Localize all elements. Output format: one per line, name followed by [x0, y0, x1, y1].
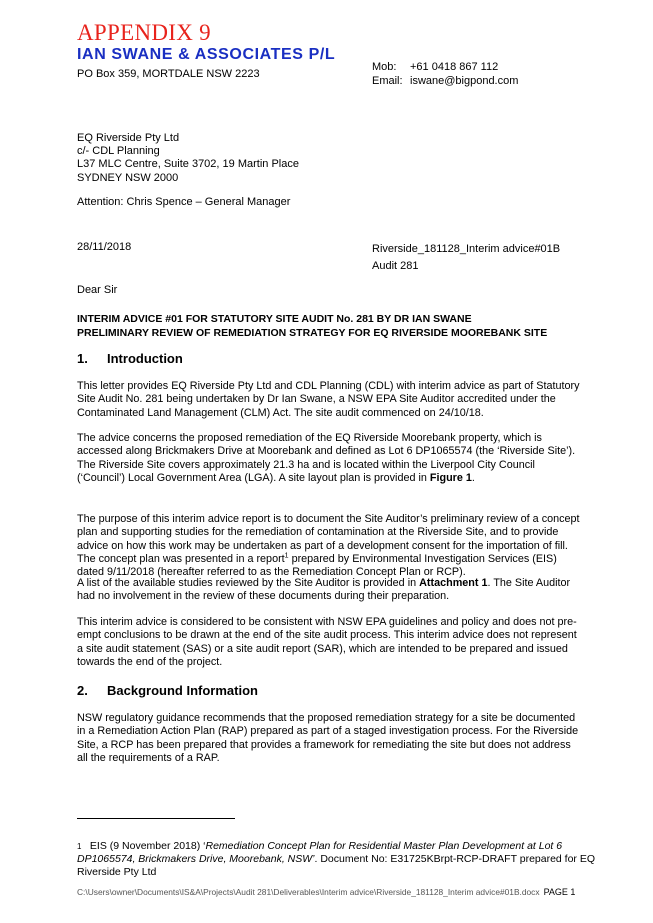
address-line: c/- CDL Planning [77, 145, 160, 158]
footnote-number: 1 [77, 842, 82, 851]
paragraph [77, 616, 597, 669]
paragraph-line: Contaminated Land Management (CLM) Act. The site audit commenced on 24/10/18. [77, 406, 484, 419]
section-heading-background [77, 683, 258, 698]
paragraph-line: had no involvement in the review of these documents during their preparation. [77, 590, 450, 603]
email-address[interactable]: iswane@bigpond.com [410, 75, 519, 87]
paragraph-line [77, 577, 597, 590]
paragraph-line: accessed along Brickmakers Drive at Moorebank and defined as Lot 6 DP1065574 (the ‘Riverside Site’). [77, 445, 576, 458]
paragraph-line: Site, a RCP has been prepared that provides a framework for remediating the site but does not address [77, 738, 571, 751]
salutation: Dear Sir [77, 284, 118, 296]
page-number: PAGE 1 [543, 887, 576, 897]
section-heading-introduction [77, 351, 183, 366]
paragraph [77, 577, 597, 604]
text-run: The concept plan was presented in a report [77, 552, 285, 565]
paragraph-line: NSW regulatory guidance recommends that the proposed remediation strategy for a site be documented [77, 712, 576, 724]
subject-line: INTERIM ADVICE #01 FOR STATUTORY SITE AUDIT No. 281 BY DR IAN SWANE [77, 313, 472, 325]
text-run: . Document No: E31725KBrpt-RCP-DRAFT prepared for EQ Riverside Pty Ltd [77, 853, 596, 879]
paragraph-line: The advice concerns the proposed remediation of the EQ Riverside Moorebank property, which is [77, 432, 542, 444]
footnote [77, 840, 602, 880]
recipient-address [77, 132, 299, 185]
reference-number: Riverside_181128_Interim advice#01B [372, 243, 561, 255]
paragraph-line: Site Audit No. 281 being undertaken by Dr Ian Swane, a NSW EPA Site Auditor accredited under the [77, 393, 556, 406]
paragraph-line: plan and supporting studies for the remediation of contamination at the Riverside Site, and to provide [77, 526, 559, 539]
text-run: . The Site Auditor [487, 577, 571, 589]
paragraph-line: This interim advice is considered to be consistent with NSW EPA guidelines and policy and does not pre- [77, 616, 577, 628]
footnote-title: Remediation Concept Plan for Residential Master Plan Development at Lot 6 DP1065574, Brickmakers Drive, Moorebank, NSW’ [77, 840, 563, 866]
text-run: prepared by Environmental Investigation Services (EIS) [288, 552, 557, 565]
footnote-marker[interactable]: 1 [284, 552, 289, 560]
appendix-title: APPENDIX 9 [77, 20, 211, 45]
section-number: 1. [77, 351, 88, 366]
paragraph-line: The Riverside Site covers approximately 21.3 ha and is located within the Liverpool City Council [77, 458, 535, 471]
text-run: A list of the available studies reviewed by the Site Auditor is provided in [77, 577, 420, 589]
company-po-box: PO Box 359, MORTDALE NSW 2223 [77, 68, 260, 80]
address-line: EQ Riverside Pty Ltd [77, 132, 180, 144]
paragraph-line: The purpose of this interim advice report is to document the Site Auditor’s preliminary review of a concept [77, 513, 580, 525]
reference-block [372, 241, 560, 275]
section-number: 2. [77, 683, 88, 698]
footnote-separator [77, 818, 235, 819]
address-line: L37 MLC Centre, Suite 3702, 19 Martin Place [77, 158, 299, 171]
text-run: (‘Council’) Local Government Area (LGA). A site layout plan is provided in [77, 471, 430, 484]
address-line: SYDNEY NSW 2000 [77, 171, 179, 184]
file-path: C:\Users\owner\Documents\IS&A\Projects\Audit 281\Deliverables\Interim advice\Riverside_181128_Interim advice#01B.docx [77, 887, 540, 897]
email-label: Email: [372, 75, 403, 87]
paragraph-line: empt conclusions to be drawn at the end of the site audit process. This interim advice does not represent [77, 629, 577, 642]
paragraph-line: advice on how this work may be undertaken as part of a development consent for the importation of fill. [77, 539, 568, 552]
paragraph [77, 432, 597, 485]
mob-label: Mob: [372, 61, 397, 73]
text-run: EIS (9 November 2018) ‘ [89, 840, 206, 852]
paragraph [77, 513, 597, 579]
figure-reference: Figure 1 [429, 471, 472, 484]
contact-block [372, 60, 518, 88]
page-footer [77, 887, 575, 897]
paragraph-line: in a Remediation Action Plan (RAP) prepared as part of a staged investigation process. For the Riverside [77, 725, 579, 738]
mob-number: +61 0418 867 112 [410, 61, 499, 73]
subject-heading [77, 313, 547, 340]
paragraph [77, 380, 597, 420]
paragraph-line: towards the end of the project. [77, 655, 223, 668]
attention-line: Attention: Chris Spence – General Manager [77, 196, 291, 208]
paragraph-line: all the requirements of a RAP. [77, 751, 220, 764]
subject-line: PRELIMINARY REVIEW OF REMEDIATION STRATEGY FOR EQ RIVERSIDE MOOREBANK SITE [77, 326, 548, 339]
section-title: Background Information [107, 683, 258, 698]
paragraph-line: a site audit statement (SAS) or a site audit report (SAR), which are intended to be prepared and issued [77, 642, 568, 655]
paragraph-line: dated 9/11/2018 (hereafter referred to as the Remediation Concept Plan or RCP). [77, 566, 466, 579]
company-name: IAN SWANE & ASSOCIATES P/L [77, 46, 336, 63]
text-run: . [471, 471, 475, 484]
audit-number: Audit 281 [372, 260, 419, 272]
section-title: Introduction [107, 351, 183, 366]
paragraph-line: This letter provides EQ Riverside Pty Ltd and CDL Planning (CDL) with interim advice as part of Statutory [77, 380, 580, 392]
letter-date: 28/11/2018 [77, 241, 132, 253]
paragraph [77, 712, 597, 765]
attachment-reference: Attachment 1 [419, 577, 488, 589]
paragraph-line [77, 472, 597, 485]
paragraph-line [77, 553, 597, 566]
